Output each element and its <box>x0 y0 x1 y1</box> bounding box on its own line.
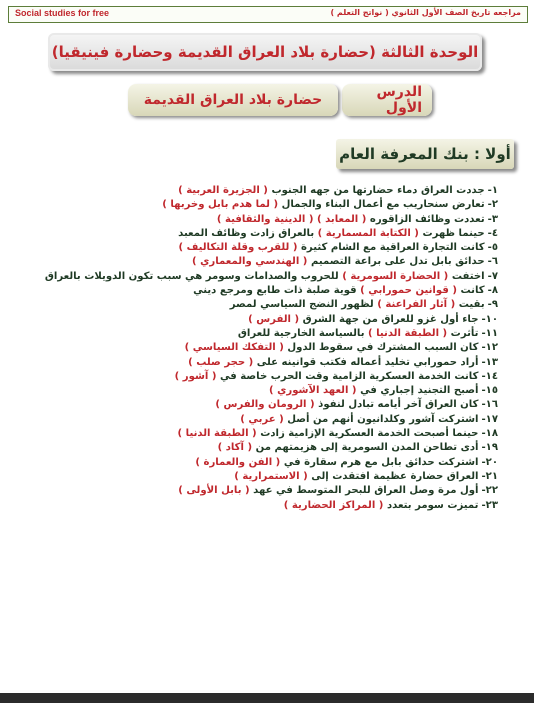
item-number: ٧- <box>487 270 498 282</box>
list-item <box>30 298 498 312</box>
list-item <box>30 284 498 298</box>
item-text: اشتركت آشور وكلدانيون أنهم من أصل <box>287 413 479 425</box>
knowledge-list <box>30 184 498 513</box>
item-text: كان العراق آخر أيامه تبادل لنفوذ <box>318 399 479 411</box>
lesson-label: الدرس الأول <box>342 84 432 116</box>
header-bar <box>8 6 528 23</box>
item-text-continued: بالعراق زادت وظائف المعبد <box>178 227 315 239</box>
list-item <box>30 441 498 455</box>
list-item <box>30 356 498 370</box>
document-subtitle: مراجعه تاريخ الصف الأول الثانوي ( نواتج التعلم ) <box>330 8 521 17</box>
list-item <box>30 270 498 284</box>
item-number: ١٦- <box>481 399 498 411</box>
item-text: أدى تطاحن المدن السومرية إلى هزيمتهم من <box>255 442 479 454</box>
item-text: تميزت سومر بتعدد <box>386 499 479 511</box>
item-number: ١٧- <box>481 413 498 425</box>
item-answer: ( الفن والعمارة ) <box>195 456 281 468</box>
item-answer: ( حجر صلب ) <box>188 356 254 368</box>
item-number: ١٥- <box>481 385 498 397</box>
list-item <box>30 313 498 327</box>
list-item <box>30 184 498 198</box>
item-number: ٤- <box>487 227 498 239</box>
item-text: اختفت <box>451 270 485 282</box>
item-answer: ( آشور ) <box>174 370 217 382</box>
item-text: بقيت <box>458 299 485 311</box>
item-number: ٢٠- <box>481 456 498 468</box>
item-number: ١- <box>487 185 498 196</box>
item-answer: ( عربي ) <box>240 413 284 425</box>
item-text: تعارض سنحاريب مع أعمال البناء والجمال <box>281 199 485 211</box>
list-item <box>30 341 498 355</box>
item-number: ٣- <box>487 213 498 225</box>
item-answer: ( الطبقة الدنيا ) <box>368 327 448 339</box>
item-number: ٢- <box>487 199 498 211</box>
item-text-continued: قوية صلبة ذات طابع ومرجع ديني <box>193 285 357 297</box>
item-text: حدائق بابل تدل على براعة التصميم <box>310 256 485 268</box>
item-answer: ( الفرس ) <box>248 313 300 325</box>
item-number: ٩- <box>487 299 498 311</box>
item-answer: ( المعابد ) ( الدينية والثقافية ) <box>216 213 367 225</box>
item-number: ٢٢- <box>481 485 498 497</box>
item-text-continued: للحروب والصدامات وسومر هي سبب تكون الدويلات بالعراق <box>44 270 339 282</box>
list-item <box>30 398 498 412</box>
list-item <box>30 213 498 227</box>
item-text: أصبح التجنيد إجباري في <box>360 385 479 397</box>
item-number: ١٢- <box>481 342 498 354</box>
item-text-continued: بالسياسة الخارجية للعراق <box>237 327 365 339</box>
item-answer: ( للقرب وقلة التكاليف ) <box>178 242 298 254</box>
item-number: ٢٣- <box>481 499 498 511</box>
item-number: ١١- <box>481 327 498 339</box>
item-answer: ( آكاد ) <box>217 442 253 454</box>
item-number: ١٠- <box>481 313 498 325</box>
bottom-bar <box>0 693 534 703</box>
list-item <box>30 384 498 398</box>
item-answer: ( آثار الفراعنة ) <box>377 299 456 311</box>
item-answer: ( الاستمرارية ) <box>234 470 308 482</box>
list-item <box>30 255 498 269</box>
item-text: تأثرت <box>450 327 479 339</box>
site-name: Social studies for free <box>15 8 110 18</box>
list-item <box>30 427 498 441</box>
item-answer: ( الكتابة المسمارية ) <box>317 227 419 239</box>
item-answer: ( الحضارة السومرية ) <box>342 270 449 282</box>
item-answer: ( لما هدم بابل وخربها ) <box>162 199 279 211</box>
section-title: أولا : بنك المعرفة العام <box>339 145 511 163</box>
item-answer: ( الرومان والفرس ) <box>215 399 315 411</box>
item-text: كانت الخدمة العسكرية الزامية وقت الحرب خاصة في <box>219 370 479 382</box>
list-item <box>30 470 498 484</box>
item-number: ٦- <box>487 256 498 268</box>
list-item <box>30 484 498 498</box>
item-text: أول مرة وصل العراق للبحر المتوسط في عهد <box>253 485 479 497</box>
item-text: كانت <box>460 285 485 297</box>
item-text: حينما ظهرت <box>422 227 485 239</box>
lesson-title: حضارة بلاد العراق القديمة <box>128 84 338 116</box>
item-answer: ( التفكك السياسي ) <box>184 342 284 354</box>
list-item <box>30 327 498 341</box>
item-number: ٢١- <box>481 470 498 482</box>
item-text: العراق حضارة عظيمة افتقدت إلى <box>311 470 479 482</box>
list-item <box>30 456 498 470</box>
item-text: حينما أصبحت الخدمة العسكرية الإزامية زادت <box>260 428 479 440</box>
item-number: ٨- <box>487 285 498 297</box>
item-text: أراد حمورابي تخليد أعماله فكتب قوانينه على <box>256 356 479 368</box>
item-answer: ( الهندسي والمعماري ) <box>192 256 308 268</box>
item-answer: ( العهد الآشوري ) <box>269 385 357 397</box>
item-answer: ( الطبقة الدنيا ) <box>177 428 257 440</box>
item-number: ١٨- <box>481 428 498 440</box>
list-item <box>30 499 498 513</box>
item-text: كانت التجارة العراقية مع الشام كثيرة <box>300 242 485 254</box>
item-number: ١٩- <box>481 442 498 454</box>
list-item <box>30 413 498 427</box>
item-answer: ( الجزيرة العربية ) <box>178 185 268 196</box>
item-number: ١٤- <box>481 370 498 382</box>
section-title-box <box>336 139 514 169</box>
item-text-continued: لظهور النضج السياسي لمصر <box>229 299 374 311</box>
item-text: جددت العراق دماء حضارتها من جهه الجنوب <box>271 185 485 196</box>
unit-title: الوحدة الثالثة (حضارة بلاد العراق القديمة وحضارة فينيقيا) <box>51 43 479 61</box>
unit-title-box <box>48 33 482 71</box>
list-item <box>30 227 498 241</box>
item-answer: ( قوانين حمورابي ) <box>360 285 457 297</box>
list-item <box>30 198 498 212</box>
list-item <box>30 370 498 384</box>
item-answer: ( بابل الأولى ) <box>178 485 250 497</box>
list-item <box>30 241 498 255</box>
item-text: كان السبب المشترك في سقوط الدول <box>287 342 479 354</box>
item-text: جاء أول غزو للعراق من جهة الشرق <box>302 313 479 325</box>
item-number: ١٣- <box>481 356 498 368</box>
item-text: اشتركت حدائق بابل مع هرم سقارة في <box>283 456 479 468</box>
item-number: ٥- <box>487 242 498 254</box>
lesson-header <box>110 84 432 116</box>
item-text: تعددت وظائف الزاقوره <box>369 213 485 225</box>
item-answer: ( المراكز الحضارية ) <box>283 499 384 511</box>
